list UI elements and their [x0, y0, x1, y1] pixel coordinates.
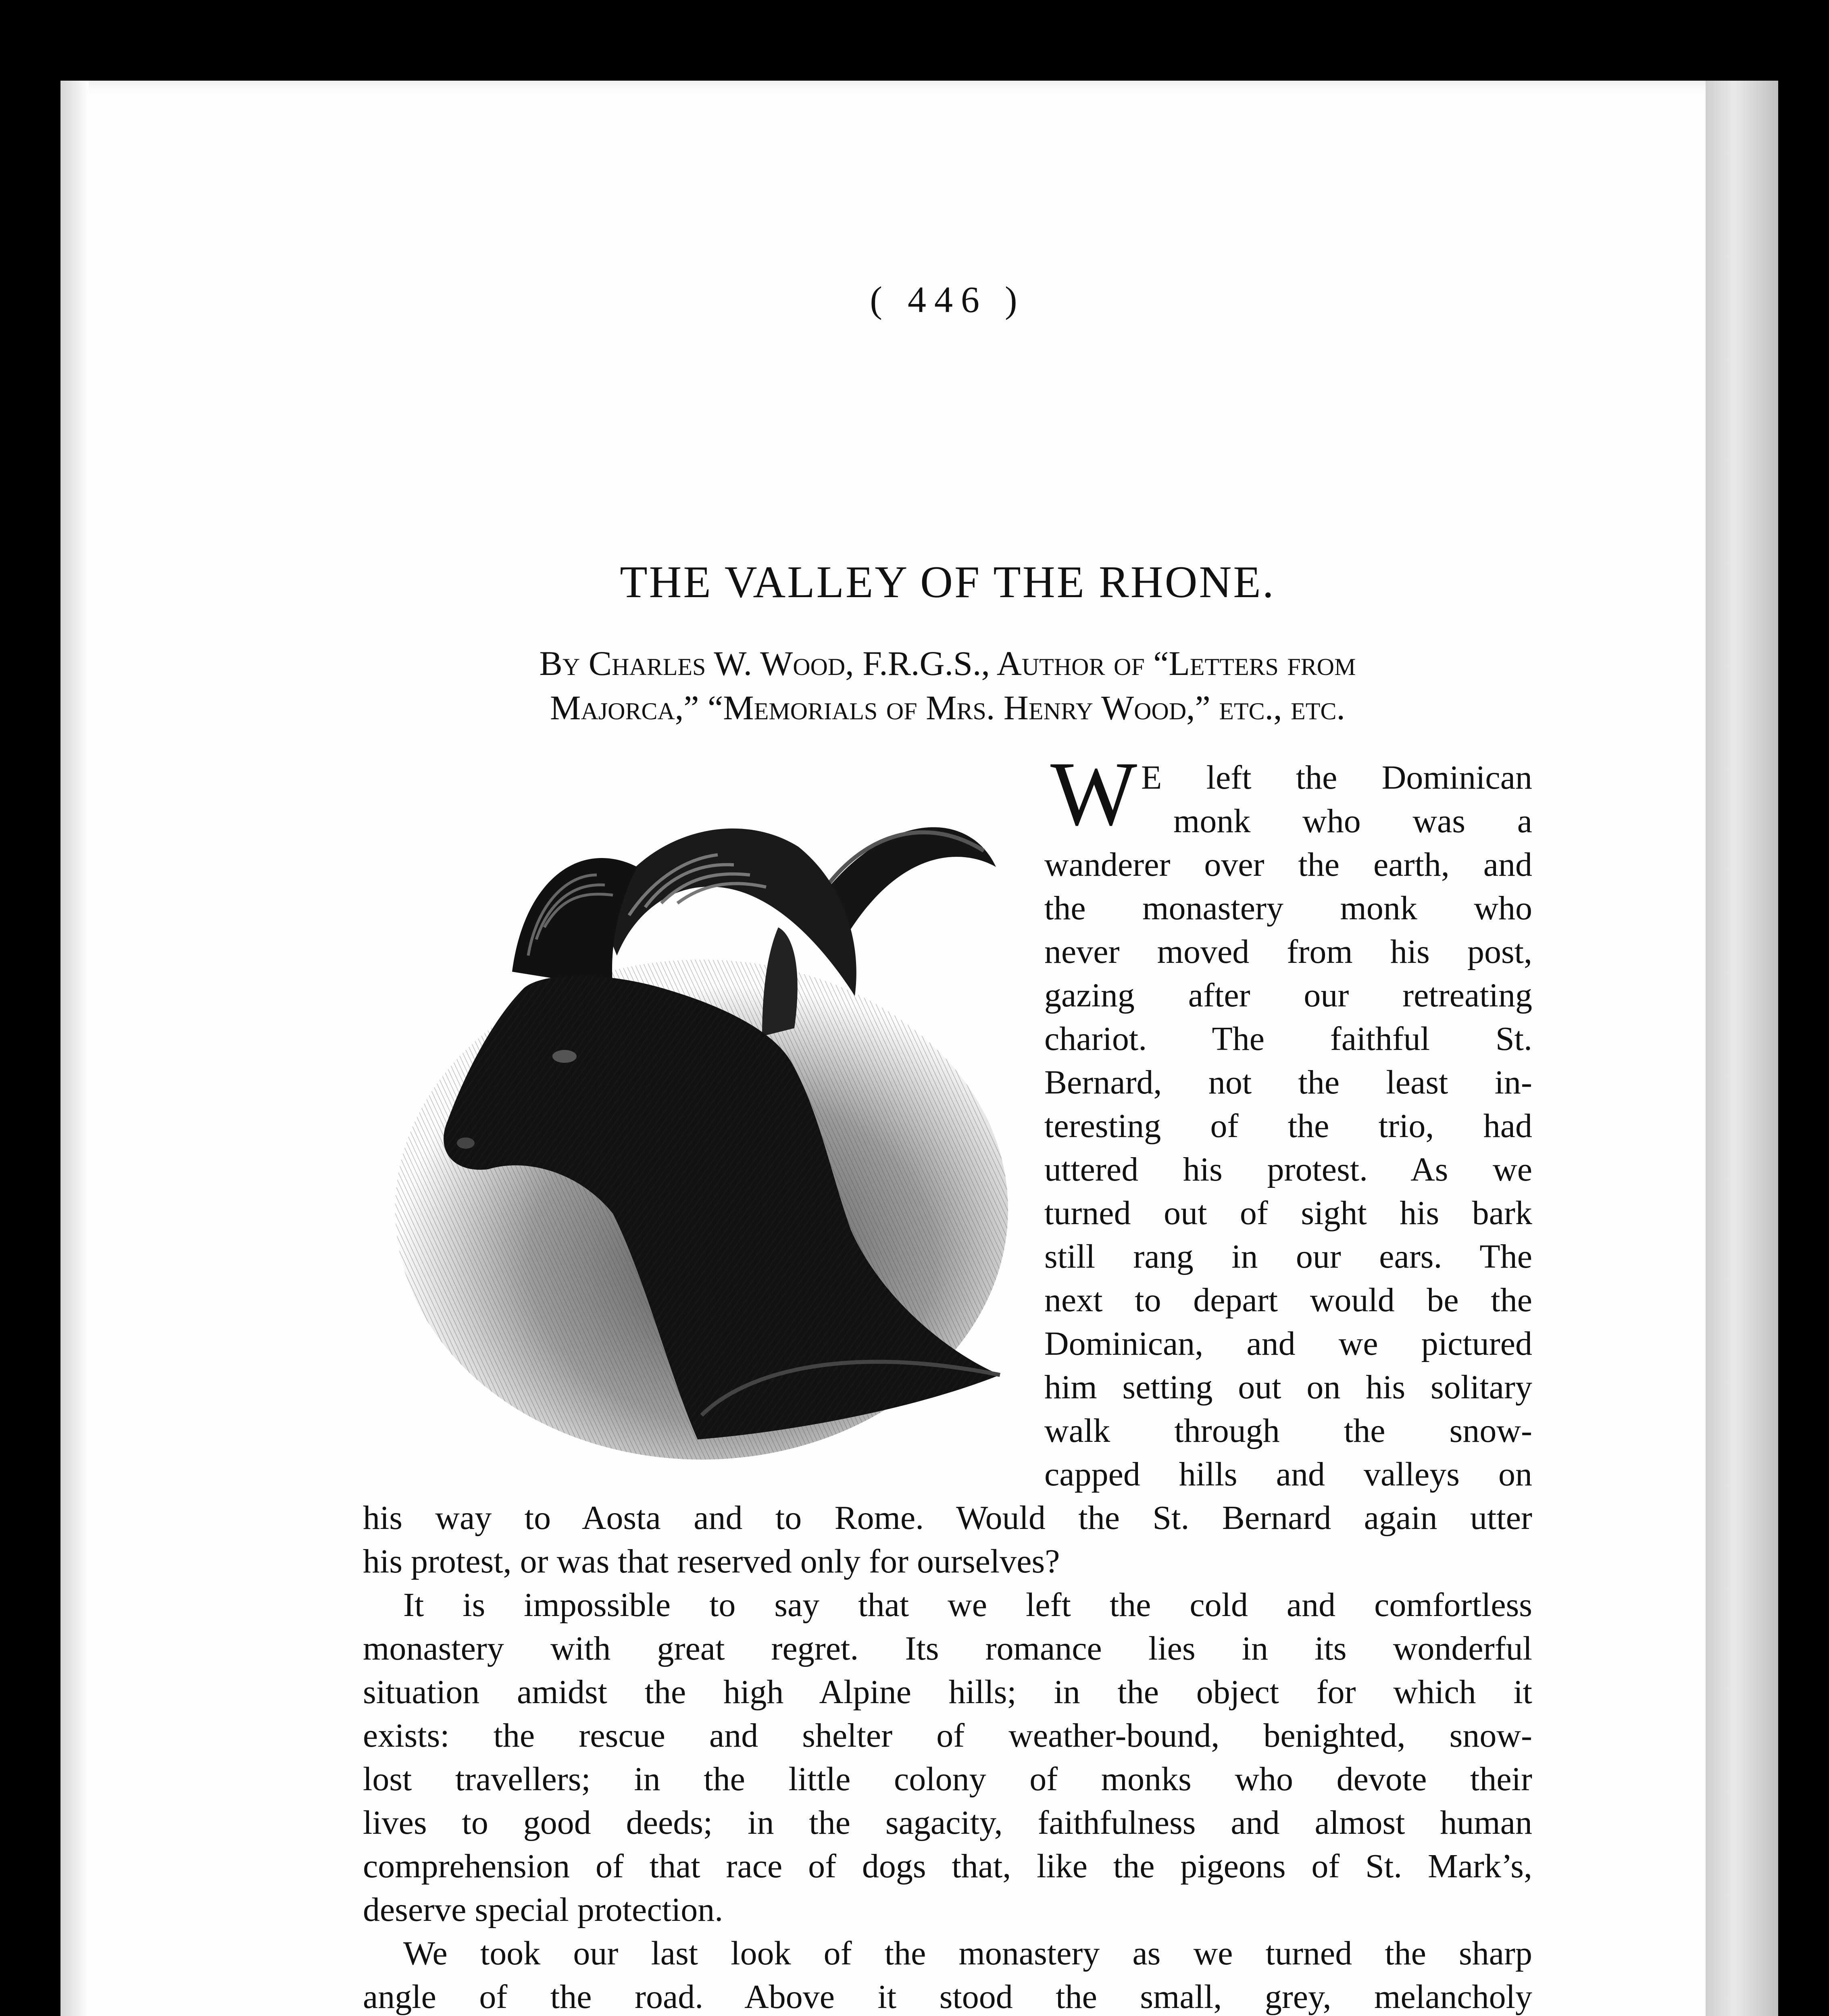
- text-line: still rang in our ears. The: [1044, 1238, 1532, 1275]
- text-line: capped hills and valleys on: [1044, 1456, 1532, 1493]
- text-line: Bernard, not the least in-: [1044, 1064, 1532, 1101]
- article-title: THE VALLEY OF THE RHONE.: [620, 557, 1275, 607]
- text-line: gazing after our retreating: [1044, 977, 1532, 1014]
- text-line: wanderer over the earth, and: [1044, 846, 1532, 883]
- text-line: situation amidst the high Alpine hills; in the object for which it: [363, 1673, 1532, 1711]
- text-line: walk through the snow-: [1044, 1412, 1532, 1450]
- text-line: turned out of sight his bark: [1044, 1194, 1532, 1232]
- ibex-illustration: [355, 746, 1048, 1472]
- text-line: We took our last look of the monastery as we turned the sharp: [403, 1935, 1532, 1972]
- text-line: exists: the rescue and shelter of weather-bound, benighted, snow-: [363, 1717, 1532, 1754]
- drop-cap: W: [1050, 743, 1137, 845]
- page-gutter-shadow: [60, 81, 89, 2016]
- adjacent-page-edge: [1706, 81, 1778, 2016]
- text-line: Dominican, and we pictured: [1044, 1325, 1532, 1362]
- text-line: his protest, or was that reserved only for ourselves?: [363, 1543, 1060, 1580]
- text-line: next to depart would be the: [1044, 1281, 1532, 1319]
- text-line: uttered his protest. As we: [1044, 1151, 1532, 1188]
- text-line: It is impossible to say that we left the cold and comfortless: [403, 1586, 1532, 1624]
- byline: [363, 641, 1532, 730]
- text-line: angle of the road. Above it stood the small, grey, melancholy: [363, 1978, 1532, 2016]
- text-line: lost travellers; in the little colony of monks who devote their: [363, 1760, 1532, 1798]
- text-line: chariot. The faithful St.: [1044, 1020, 1532, 1058]
- byline-line-1: By Charles W. Wood, F.R.G.S., Author of “Letters from: [539, 644, 1356, 683]
- byline-line-2: Majorca,” “Memorials of Mrs. Henry Wood,” etc., etc.: [550, 688, 1345, 727]
- text-line: deserve special protection.: [363, 1891, 723, 1929]
- text-line: him setting out on his solitary: [1044, 1368, 1532, 1406]
- text-line: monk who was a: [1173, 802, 1532, 840]
- text-line: his way to Aosta and to Rome. Would the St. Bernard again utter: [363, 1499, 1532, 1537]
- text-line: teresting of the trio, had: [1044, 1107, 1532, 1145]
- text-line: comprehension of that race of dogs that, like the pigeons of St. Mark’s,: [363, 1847, 1532, 1885]
- text-line: lives to good deeds; in the sagacity, faithfulness and almost human: [363, 1804, 1532, 1841]
- text-line: never moved from his post,: [1044, 933, 1532, 971]
- text-line: the monastery monk who: [1044, 889, 1532, 927]
- text-line: E left the Dominican: [1141, 759, 1532, 796]
- text-line: monastery with great regret. Its romance lies in its wonderful: [363, 1630, 1532, 1667]
- page-number: ( 446 ): [870, 279, 1025, 320]
